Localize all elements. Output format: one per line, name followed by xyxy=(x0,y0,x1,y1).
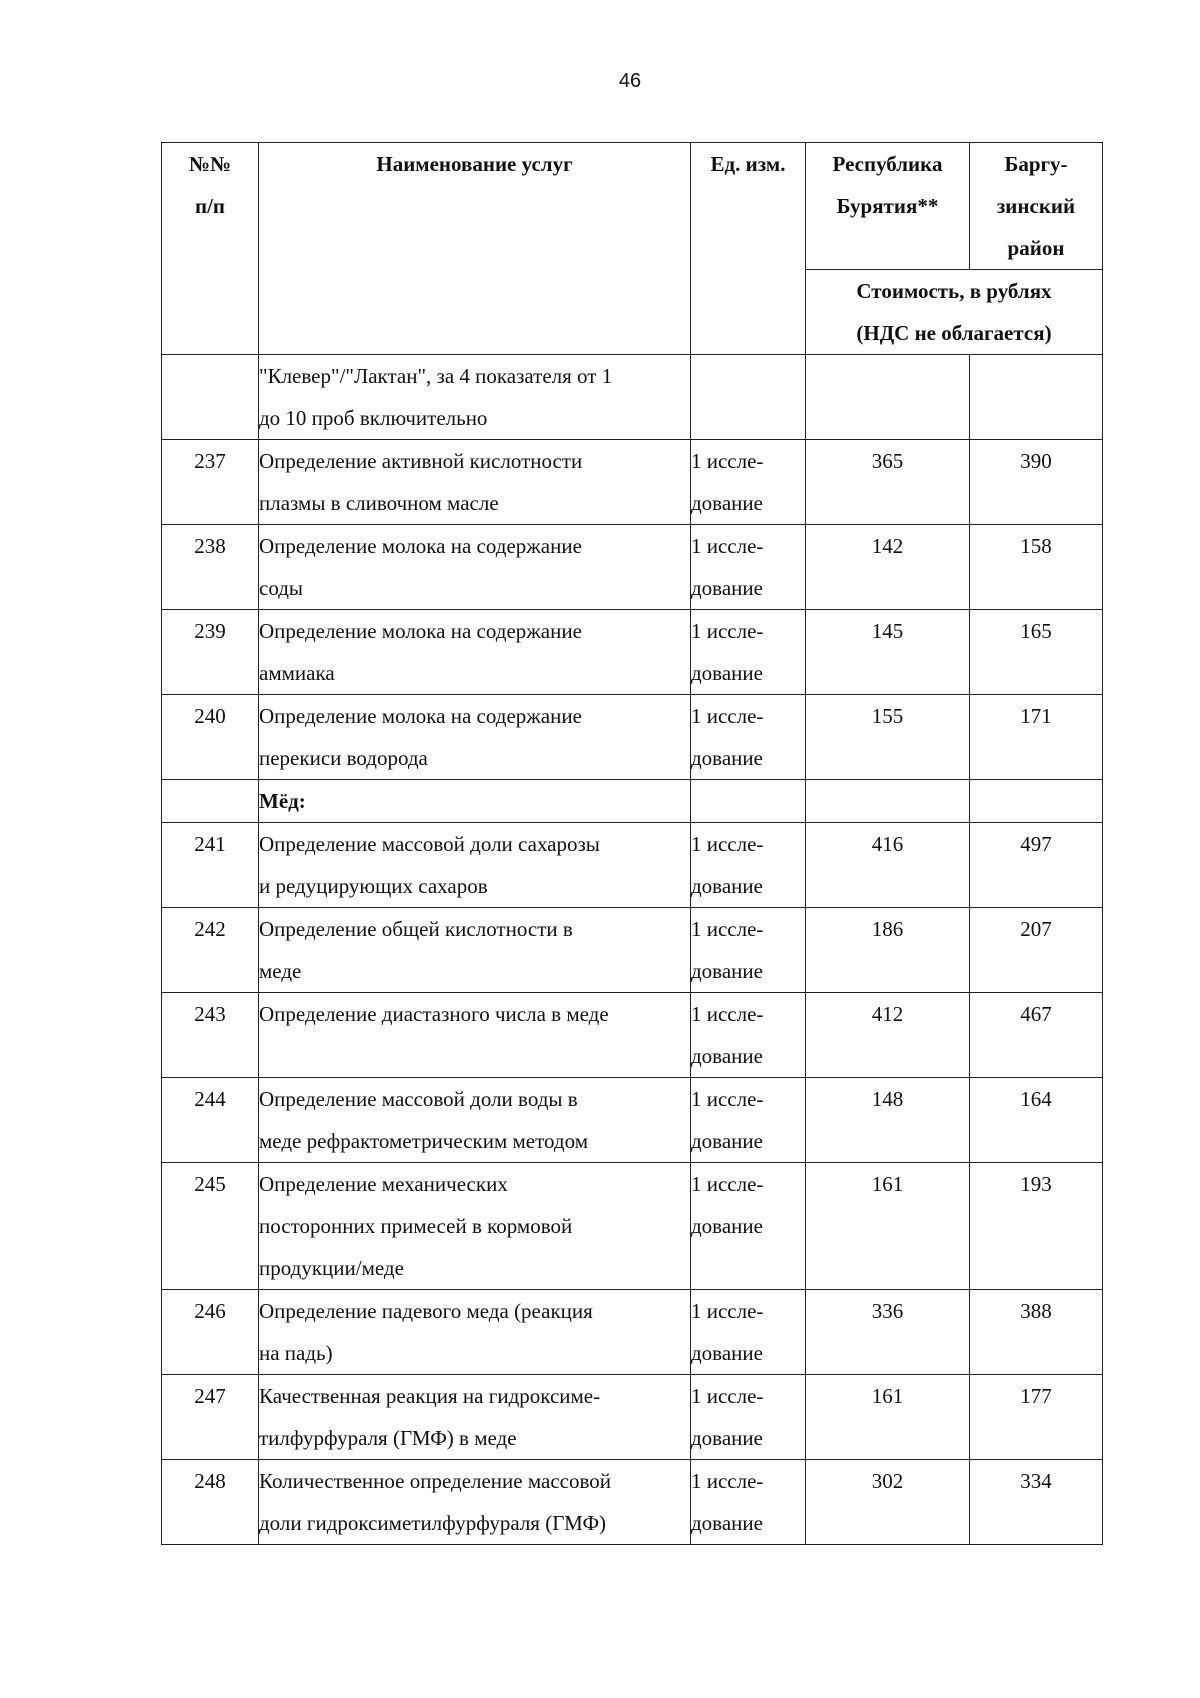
row-number: 241 xyxy=(194,832,226,856)
service-name-line: Качественная реакция на гидроксиме- xyxy=(259,1384,601,1408)
price-barguzin xyxy=(970,780,1102,822)
service-name-line: Определение молока на содержание xyxy=(259,619,582,643)
row-number: 243 xyxy=(194,1002,226,1026)
price-buryatia: 302 xyxy=(871,1469,904,1493)
price-buryatia: 145 xyxy=(871,619,904,643)
service-name-line: Определение общей кислотности в xyxy=(259,917,573,941)
unit-line: 1 иссле- xyxy=(691,704,764,728)
service-name-line: посторонних примесей в кормовой xyxy=(259,1214,573,1238)
price-barguzin-cell xyxy=(970,1163,1103,1290)
unit-cell xyxy=(691,780,806,823)
unit-cell xyxy=(691,1375,806,1460)
price-barguzin-cell xyxy=(970,1078,1103,1163)
service-name-line: Определение молока на содержание xyxy=(259,704,582,728)
service-name-line: продукции/меде xyxy=(259,1256,404,1280)
service-name-line: доли гидроксиметилфурфураля (ГМФ) xyxy=(259,1511,607,1535)
row-number: 247 xyxy=(194,1384,226,1408)
unit-line: дование xyxy=(691,959,763,983)
unit-cell xyxy=(691,355,806,440)
price-buryatia: 186 xyxy=(871,917,904,941)
unit-line xyxy=(691,397,805,439)
table-row xyxy=(162,610,1103,695)
price-barguzin-cell xyxy=(970,823,1103,908)
header-cost-line2: (НДС не облагается) xyxy=(856,321,1052,345)
table-row xyxy=(162,780,1103,823)
service-name-cell xyxy=(259,1078,691,1163)
header-unit xyxy=(691,143,806,355)
row-number xyxy=(162,780,258,822)
table-header xyxy=(162,143,1103,355)
unit-line xyxy=(691,355,805,397)
price-buryatia-cell xyxy=(806,610,970,695)
table-row xyxy=(162,525,1103,610)
service-name-line: до 10 проб включительно xyxy=(259,406,488,430)
unit-line: дование xyxy=(691,1426,763,1450)
table-row xyxy=(162,1163,1103,1290)
price-barguzin-cell xyxy=(970,355,1103,440)
row-number-cell xyxy=(162,1460,259,1545)
price-table xyxy=(161,142,1103,1545)
price-barguzin-cell xyxy=(970,993,1103,1078)
price-buryatia-cell xyxy=(806,525,970,610)
price-barguzin: 177 xyxy=(1020,1384,1052,1408)
price-barguzin xyxy=(970,355,1102,397)
price-buryatia-cell xyxy=(806,355,970,440)
unit-cell xyxy=(691,823,806,908)
unit-line xyxy=(691,780,805,822)
service-name-line: Определение массовой доли воды в xyxy=(259,1087,578,1111)
header-cost-line1: Стоимость, в рублях xyxy=(856,279,1052,303)
service-name-line: тилфурфураля (ГМФ) в меде xyxy=(259,1426,517,1450)
service-name-line: Определение диастазного числа в меде xyxy=(259,1002,609,1026)
service-name-cell xyxy=(259,993,691,1078)
price-barguzin: 164 xyxy=(1020,1087,1052,1111)
service-name-line: на падь) xyxy=(259,1341,333,1365)
price-buryatia-cell xyxy=(806,1375,970,1460)
unit-line: 1 иссле- xyxy=(691,1469,764,1493)
unit-cell xyxy=(691,695,806,780)
unit-line: дование xyxy=(691,1511,763,1535)
header-service-name xyxy=(259,143,691,355)
price-buryatia xyxy=(806,780,969,822)
table-row xyxy=(162,1375,1103,1460)
header-region-buryatia-line1: Республика xyxy=(832,152,943,176)
price-buryatia: 336 xyxy=(871,1299,904,1323)
unit-line: 1 иссле- xyxy=(691,619,764,643)
unit-line: дование xyxy=(691,1341,763,1365)
price-barguzin: 207 xyxy=(1020,917,1052,941)
service-name-line: меде xyxy=(259,959,302,983)
service-name-cell xyxy=(259,823,691,908)
unit-cell xyxy=(691,440,806,525)
row-number-cell xyxy=(162,823,259,908)
unit-line: дование xyxy=(691,576,763,600)
row-number: 246 xyxy=(194,1299,226,1323)
row-number-cell xyxy=(162,525,259,610)
unit-cell xyxy=(691,908,806,993)
price-barguzin-cell xyxy=(970,1460,1103,1545)
price-buryatia: 142 xyxy=(871,534,904,558)
price-buryatia-cell xyxy=(806,1460,970,1545)
header-region-buryatia-line2: Бурятия** xyxy=(836,194,939,218)
service-name-line: Определение падевого меда (реакция xyxy=(259,1299,593,1323)
price-buryatia-cell xyxy=(806,1290,970,1375)
price-buryatia: 155 xyxy=(871,704,904,728)
header-region-barguzin-line2: зинский xyxy=(996,194,1076,218)
header-number-line2: п/п xyxy=(194,194,226,218)
unit-line: дование xyxy=(691,1214,763,1238)
service-name-line: аммиака xyxy=(259,661,335,685)
service-name-line: Определение механических xyxy=(259,1172,508,1196)
price-barguzin-cell xyxy=(970,695,1103,780)
unit-line: 1 иссле- xyxy=(691,1087,764,1111)
price-barguzin-cell xyxy=(970,780,1103,823)
header-unit-text: Ед. изм. xyxy=(710,152,786,176)
price-barguzin-cell xyxy=(970,525,1103,610)
unit-cell xyxy=(691,1078,806,1163)
price-buryatia: 365 xyxy=(871,449,904,473)
unit-line: 1 иссле- xyxy=(691,1172,764,1196)
unit-line: 1 иссле- xyxy=(691,449,764,473)
unit-line: 1 иссле- xyxy=(691,917,764,941)
unit-line: 1 иссле- xyxy=(691,1384,764,1408)
service-name-cell xyxy=(259,355,691,440)
row-number-cell xyxy=(162,1375,259,1460)
price-barguzin: 193 xyxy=(1020,1172,1052,1196)
row-number: 239 xyxy=(194,619,226,643)
row-number-cell xyxy=(162,440,259,525)
price-buryatia-cell xyxy=(806,993,970,1078)
price-buryatia-cell xyxy=(806,908,970,993)
header-region-buryatia xyxy=(806,143,970,270)
row-number-cell xyxy=(162,993,259,1078)
service-name-cell xyxy=(259,1375,691,1460)
unit-cell xyxy=(691,525,806,610)
unit-cell xyxy=(691,1163,806,1290)
service-name-line: "Клевер"/"Лактан", за 4 показателя от 1 xyxy=(259,364,613,388)
table-row xyxy=(162,1460,1103,1545)
unit-cell xyxy=(691,1290,806,1375)
service-name-cell xyxy=(259,1290,691,1375)
unit-line: дование xyxy=(691,746,763,770)
table-row xyxy=(162,440,1103,525)
row-number: 238 xyxy=(194,534,226,558)
row-number: 245 xyxy=(194,1172,226,1196)
service-name-line: Определение активной кислотности xyxy=(259,449,583,473)
row-number: 242 xyxy=(194,917,226,941)
service-name-line: плазмы в сливочном масле xyxy=(259,491,499,515)
row-number-cell xyxy=(162,1163,259,1290)
unit-cell xyxy=(691,1460,806,1545)
table-row xyxy=(162,993,1103,1078)
row-number: 237 xyxy=(194,449,226,473)
service-name-line: и редуцирующих сахаров xyxy=(259,874,488,898)
unit-line: дование xyxy=(691,874,763,898)
unit-line: 1 иссле- xyxy=(691,1002,764,1026)
header-region-barguzin-line1: Баргу- xyxy=(1004,152,1068,176)
table-row xyxy=(162,823,1103,908)
price-barguzin: 467 xyxy=(1020,1002,1052,1026)
service-name-line: Мёд: xyxy=(259,789,306,813)
price-buryatia: 148 xyxy=(871,1087,904,1111)
price-barguzin: 390 xyxy=(1020,449,1052,473)
row-number-cell xyxy=(162,695,259,780)
row-number-cell xyxy=(162,780,259,823)
service-name-line: Определение молока на содержание xyxy=(259,534,582,558)
row-number: 240 xyxy=(194,704,226,728)
price-barguzin: 334 xyxy=(1020,1469,1052,1493)
price-buryatia: 161 xyxy=(871,1172,904,1196)
table-row xyxy=(162,1078,1103,1163)
row-number-cell xyxy=(162,1290,259,1375)
header-cost xyxy=(806,270,1103,355)
unit-cell xyxy=(691,610,806,695)
service-name-line: перекиси водорода xyxy=(259,746,428,770)
table-row xyxy=(162,908,1103,993)
service-name-cell xyxy=(259,1460,691,1545)
page-number: 46 xyxy=(618,70,642,92)
price-buryatia-cell xyxy=(806,695,970,780)
service-name-cell xyxy=(259,695,691,780)
price-buryatia: 416 xyxy=(871,832,904,856)
price-barguzin-cell xyxy=(970,610,1103,695)
price-buryatia-cell xyxy=(806,780,970,823)
service-name-cell xyxy=(259,440,691,525)
service-name-cell xyxy=(259,1163,691,1290)
price-barguzin-cell xyxy=(970,908,1103,993)
header-number-line1: №№ xyxy=(188,152,232,176)
service-name-line: Количественное определение массовой xyxy=(259,1469,611,1493)
row-number xyxy=(162,355,258,397)
price-buryatia-cell xyxy=(806,1163,970,1290)
unit-line: дование xyxy=(691,491,763,515)
row-number: 244 xyxy=(194,1087,226,1111)
service-name-line: соды xyxy=(259,576,304,600)
price-buryatia-cell xyxy=(806,823,970,908)
unit-line xyxy=(691,1247,805,1289)
service-name-cell xyxy=(259,780,691,823)
service-name-line xyxy=(259,1035,690,1077)
price-buryatia-cell xyxy=(806,1078,970,1163)
service-name-cell xyxy=(259,525,691,610)
service-name-line: Определение массовой доли сахарозы xyxy=(259,832,600,856)
price-buryatia xyxy=(806,355,969,397)
header-number xyxy=(162,143,259,355)
unit-line: дование xyxy=(691,1044,763,1068)
price-barguzin: 171 xyxy=(1020,704,1052,728)
unit-line: дование xyxy=(691,1129,763,1153)
unit-line: 1 иссле- xyxy=(691,832,764,856)
price-barguzin: 497 xyxy=(1020,832,1052,856)
price-barguzin-cell xyxy=(970,1290,1103,1375)
header-service-name-text: Наименование услуг xyxy=(376,152,573,176)
price-barguzin-cell xyxy=(970,1375,1103,1460)
table-row xyxy=(162,695,1103,780)
unit-cell xyxy=(691,993,806,1078)
table-body xyxy=(162,355,1103,1545)
row-number-cell xyxy=(162,1078,259,1163)
header-region-barguzin-line3: район xyxy=(1007,236,1065,260)
row-number-cell xyxy=(162,355,259,440)
table-row xyxy=(162,1290,1103,1375)
row-number: 248 xyxy=(194,1469,226,1493)
unit-line: дование xyxy=(691,661,763,685)
row-number-cell xyxy=(162,908,259,993)
price-barguzin: 388 xyxy=(1020,1299,1052,1323)
price-buryatia-cell xyxy=(806,440,970,525)
price-barguzin: 165 xyxy=(1020,619,1052,643)
price-barguzin: 158 xyxy=(1020,534,1052,558)
unit-line: 1 иссле- xyxy=(691,534,764,558)
table-row xyxy=(162,355,1103,440)
row-number-cell xyxy=(162,610,259,695)
price-buryatia: 161 xyxy=(871,1384,904,1408)
header-region-barguzin xyxy=(970,143,1103,270)
service-name-cell xyxy=(259,908,691,993)
service-name-cell xyxy=(259,610,691,695)
service-name-line: меде рефрактометрическим методом xyxy=(259,1129,588,1153)
price-barguzin-cell xyxy=(970,440,1103,525)
price-buryatia: 412 xyxy=(871,1002,904,1026)
unit-line: 1 иссле- xyxy=(691,1299,764,1323)
